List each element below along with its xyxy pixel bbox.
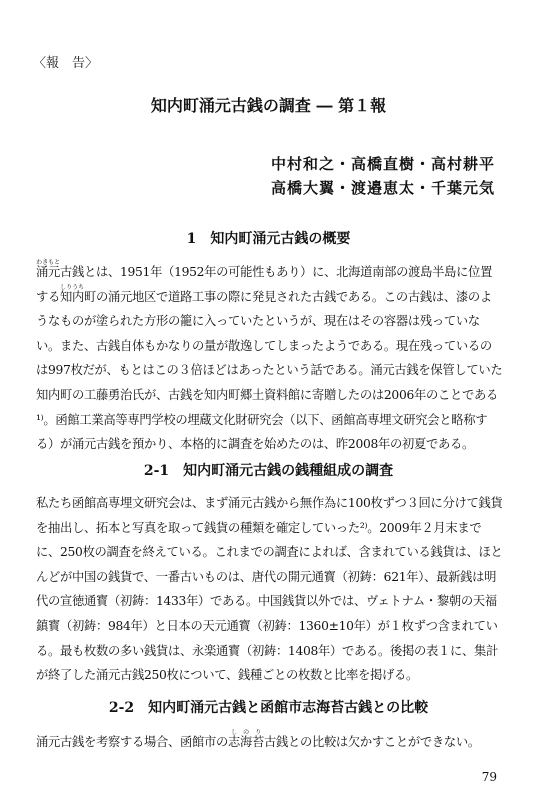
section-body	[36, 491, 503, 688]
section-heading: 2-2 知内町涌元古銭と函館市志海苔古銭との比較	[108, 700, 429, 716]
page-number: 79	[481, 770, 497, 784]
furigana: 知内しりうち	[60, 283, 84, 304]
report-label: 〈報 告〉	[33, 56, 99, 71]
section-body	[36, 729, 503, 755]
section-body	[36, 259, 503, 457]
paragraph: 涌元わきもと古銭とは、1951年（1952年の可能性もあり）に、北海道南部の渡島半島に位置する知内しりうち町の涌元地区で道路工事の際に発見された古銭である。この古銭は、漆のようなものが塗られた方形の籠に入っていたというが、現在はその容器は残っていない。また、古銭自体もかなりの量が散逸してしまったようである。現在残っているのは997枚だが、もとはこの３倍ほどはあったという話である。涌元古銭を保管していた知内町の工藤勇治氏が、古銭を知内町郷土資料館に寄贈したのは2006年のことである¹⁾。函館工業高等専門学校の埋蔵文化財研究会（以下、函館高専埋文研究会と略称する）が涌元古銭を預かり、本格的に調査を始めたのは、昨2008年の初夏である。	[36, 259, 503, 452]
author-line: 中村和之・高橋直樹・高村耕平	[270, 155, 495, 173]
section-heading: 2-1 知内町涌元古銭の銭種組成の調査	[143, 463, 394, 479]
paragraph: 私たち函館高専埋文研究会は、まず涌元古銭から無作為に100枚ずつ３回に分けて銭貨を抽出し、拓本と写真を取って銭貨の種類を確定していった²⁾。2009年２月末までに、250枚の調査を終えている。これまでの調査によれば、含まれている銭貨は、ほとんどが中国の銭貨で、一番古いものは、唐代の開元通寳（初鋳：621年）、最新銭は明代の宣徳通寳（初鋳：1433年）である。中国銭貨以外では、ヴェトナム・黎朝の天福鎮寳（初鋳：984年）と日本の天元通寳（初鋳：1360±10年）が１枚ずつ含まれている。最も枚数の多い銭貨は、永楽通寳（初鋳：1408年）である。後掲の表１に、集計が終了した涌元古銭250枚について、銭種ごとの枚数と比率を掲げる。	[36, 496, 503, 683]
author-list	[271, 152, 495, 200]
author-line: 高橋大翼・渡邉恵太・千葉元気	[270, 179, 495, 197]
article-title: 知内町涌元古銭の調査 ― 第１報	[150, 96, 387, 115]
furigana: 志海苔しのり	[227, 729, 264, 749]
section-heading: 1 知内町涌元古銭の概要	[186, 231, 351, 247]
paragraph: 涌元古銭を考察する場合、函館市の志海苔しのり古銭との比較は欠かすことができない。	[36, 729, 480, 749]
furigana: 涌元わきもと	[36, 259, 60, 279]
